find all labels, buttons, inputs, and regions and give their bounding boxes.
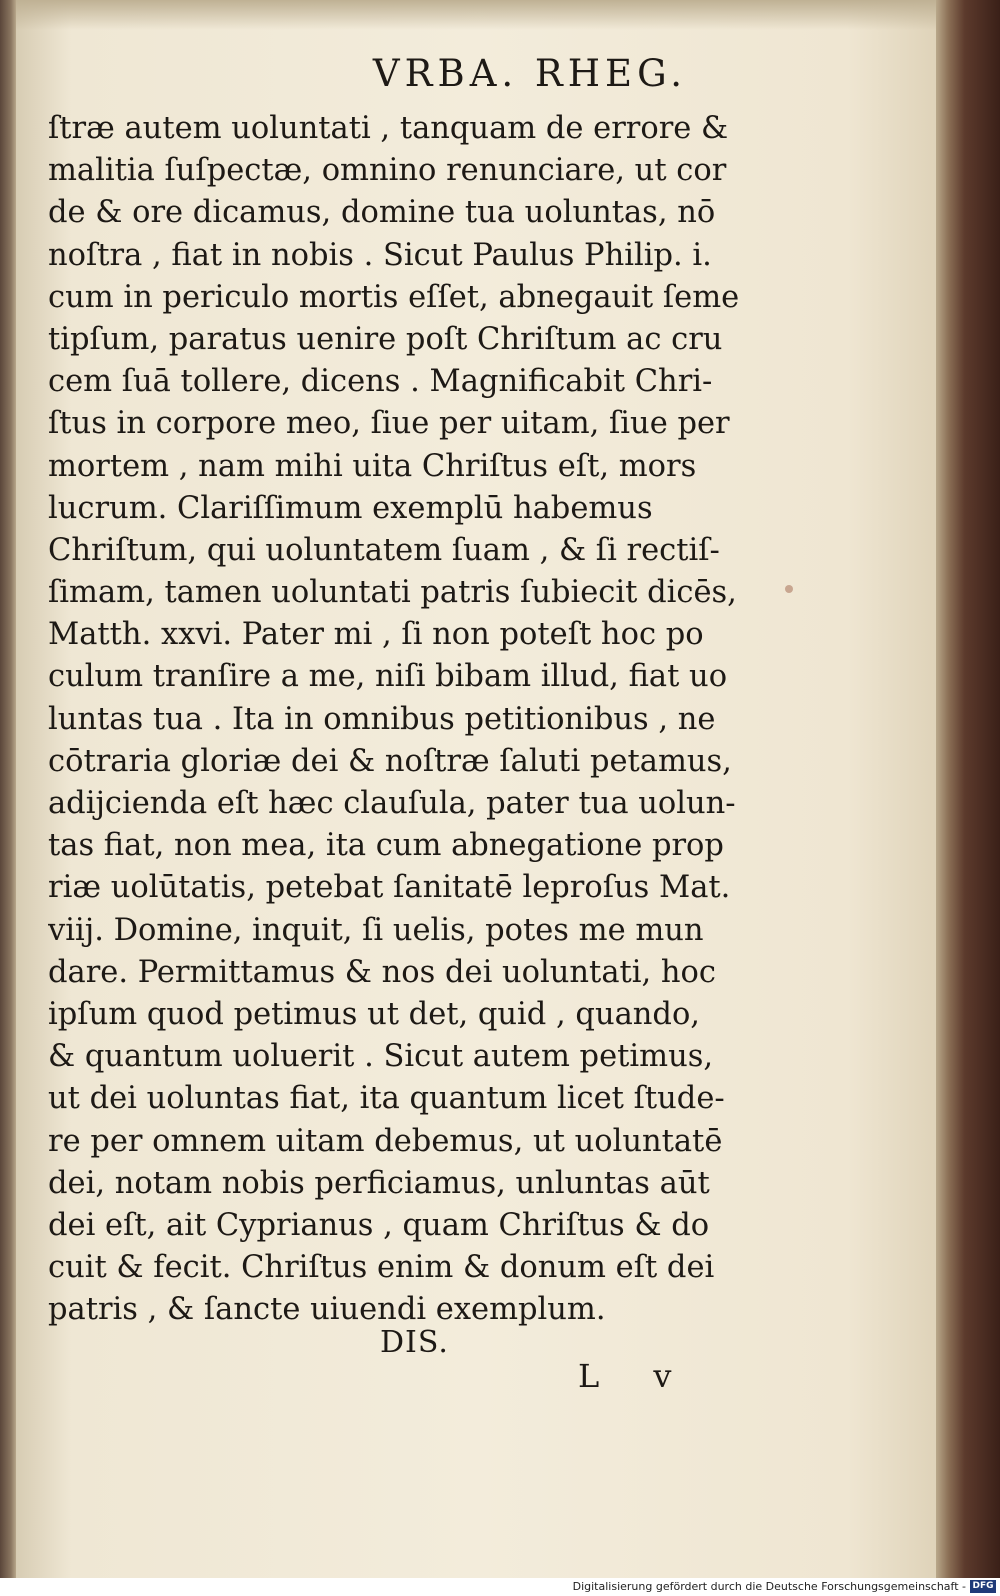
text-line: tipſum, paratus uenire poſt Chriſtum ac cru [48,321,723,357]
signature-mark: L v [578,1357,694,1395]
text-line: ſtræ autem uoluntati , tanquam de errore & [48,111,729,146]
text-line: dare. Permittamus & nos dei uoluntati, hoc [48,954,716,990]
text-line: viij. Domine, inquit, ſi uelis, potes me mun [48,912,704,948]
text-line: mortem , nam mihi uita Chriſtus eſt, mors [48,448,697,484]
text-line: ſtus in corpore meo, ſiue per uitam, ſiue per [48,406,730,442]
text-line: lucrum. Clariſſimum exemplū habemus [48,490,653,526]
text-line: luntas tua . Ita in omnibus petitionibus , ne [48,701,716,737]
text-line: tas fiat, non mea, ita cum abnegatione prop [48,828,724,864]
text-line: noſtra , fiat in nobis . Sicut Paulus Philip. i. [48,237,712,273]
text-line: cōtraria gloriæ dei & noſtræ ſaluti petamus, [48,743,732,779]
top-shadow [16,0,940,30]
text-line: dei, notam nobis perficiamus, unluntas aūt [48,1165,710,1201]
text-line: Matth. xxvi. Pater mi , ſi non poteſt hoc po [48,617,704,653]
text-line: culum tranſire a me, niſi bibam illud, fiat uo [48,659,728,695]
body-text [48,108,783,1331]
text-line: cuit & fecit. Chriſtus enim & donum eſt dei [48,1250,715,1286]
running-head: VRBA. RHEG. [372,52,688,95]
paper-stain [785,585,793,593]
catchword: DIS. [380,1325,449,1360]
text-line: ut dei uoluntas fiat, ita quantum licet ſtude- [48,1081,725,1117]
dfg-logo: DFG [970,1580,996,1593]
text-line: dei eſt, ait Cyprianus , quam Chriſtus & do [48,1207,710,1243]
text-line: riæ uolūtatis, petebat ſanitatē leproſus Mat. [48,870,731,906]
text-line: ipſum quod petimus ut det, quid , quando, [48,996,700,1032]
text-line: cum in periculo mortis eſſet, abnegauit ſeme [48,279,740,315]
text-line: re per omnem uitam debemus, ut uoluntatē [48,1123,723,1159]
funding-credit: Digitalisierung gefördert durch die Deutsche Forschungsgemeinschaft - [572,1580,966,1593]
text-line: cem ſuā tollere, dicens . Magnificabit Chri- [48,364,713,400]
text-line: malitia ſuſpectæ, omnino renunciare, ut cor [48,153,727,189]
page-fore-edge [936,0,1000,1578]
text-line: Chriſtum, qui uoluntatem ſuam , & ſi rectiſ- [48,532,720,568]
text-line: ſimam, tamen uoluntati patris ſubiecit dicēs, [48,575,737,611]
text-line: de & ore dicamus, domine tua uoluntas, nō [48,195,716,231]
text-line: patris , & ſancte uiuendi exemplum. [48,1292,606,1328]
text-line: adijcienda eſt hæc clauſula, pater tua uolun- [48,786,736,821]
text-line: & quantum uoluerit . Sicut autem petimus, [48,1039,714,1075]
